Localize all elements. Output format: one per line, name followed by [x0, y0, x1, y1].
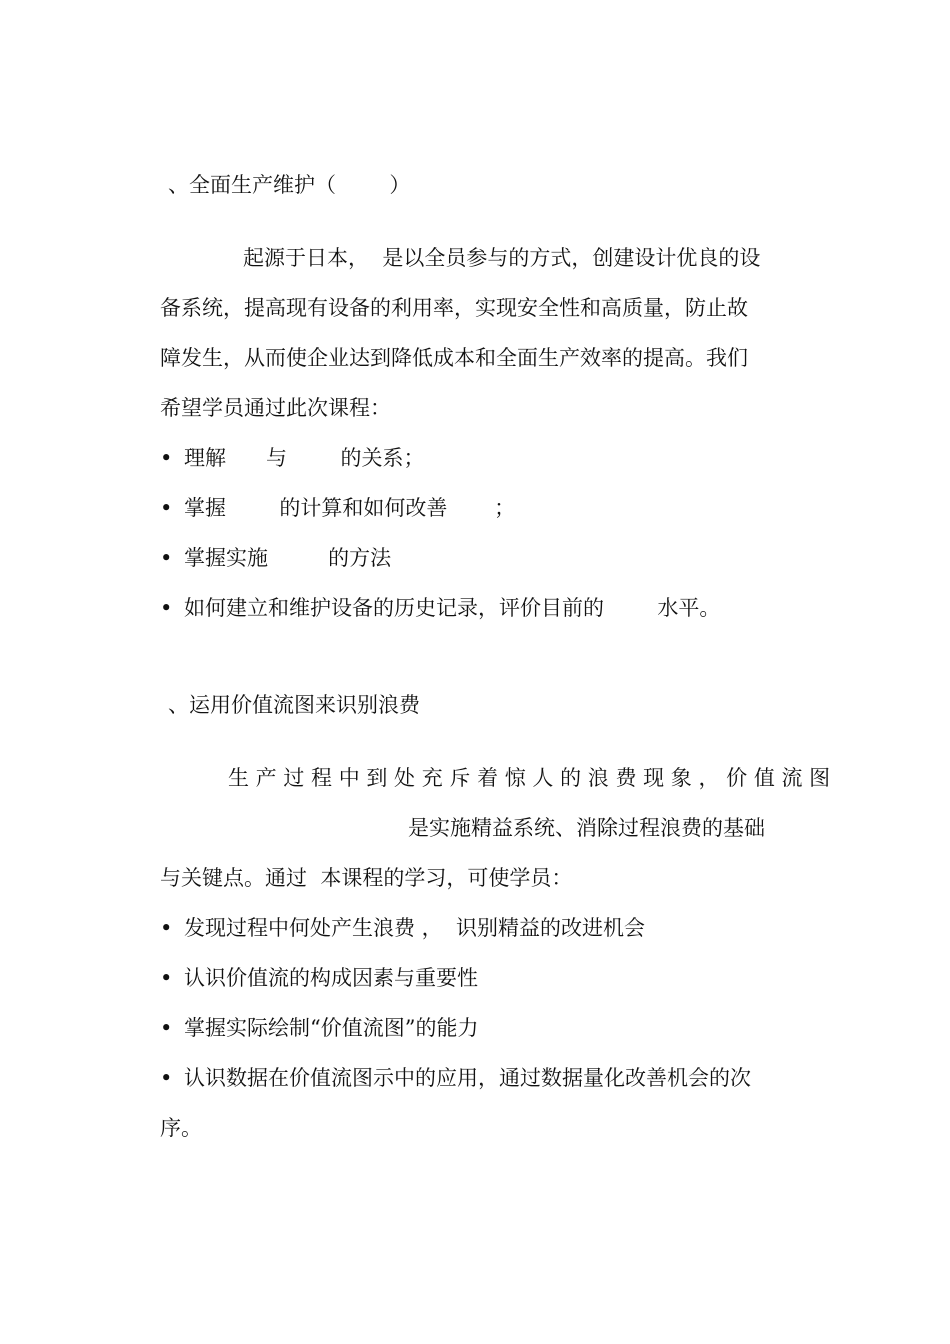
bullet-icon: • — [160, 446, 173, 470]
section2-bullet: 掌握实际绘制“价值流图”的能力 — [184, 1016, 479, 1040]
section2-heading: 、运用价值流图来识别浪费 — [168, 693, 420, 717]
bullet-icon: • — [160, 1016, 173, 1040]
bullet-icon: • — [160, 916, 173, 940]
section1-bullet: 如何建立和维护设备的历史记录，评价目前的 水平。 — [184, 596, 721, 620]
bullet-icon: • — [160, 546, 173, 570]
section2-bullet-continuation: 序。 — [160, 1116, 202, 1140]
section2-bullet: 认识数据在价值流图示中的应用，通过数据量化改善机会的次 — [184, 1066, 751, 1090]
bullet-icon: • — [160, 596, 173, 620]
section2-intro-line: 是实施精益系统、消除过程浪费的基础 — [408, 816, 765, 840]
section1-intro-line: 障发生，从而使企业达到降低成本和全面生产效率的提高。我们 — [160, 346, 748, 370]
section2-bullet: 认识价值流的构成因素与重要性 — [184, 966, 478, 990]
bullet-icon: • — [160, 966, 173, 990]
section1-bullet: 掌握实施 的方法 — [184, 546, 392, 570]
section1-bullet: 掌握 的计算和如何改善 ； — [184, 496, 516, 520]
section1-heading: 、全面生产维护（ ） — [168, 173, 411, 197]
section1-bullet: 理解 与 的关系； — [184, 446, 425, 470]
bullet-icon: • — [160, 1066, 173, 1090]
section1-intro-line: 起源于日本， 是以全员参与的方式，创建设计优良的设 — [243, 246, 761, 270]
section2-intro-line: 生 产 过 程 中 到 处 充 斥 着 惊 人 的 浪 费 现 象 ， 价 值 流 图 — [228, 766, 831, 790]
section2-intro-line: 与关键点。通过 本课程的学习，可使学员： — [160, 866, 573, 890]
section1-intro-line: 希望学员通过此次课程： — [160, 396, 391, 420]
section2-bullet: 发现过程中何处产生浪费 ， 识别精益的改进机会 — [184, 916, 646, 940]
bullet-icon: • — [160, 496, 173, 520]
section1-intro-line: 备系统，提高现有设备的利用率，实现安全性和高质量，防止故 — [160, 296, 748, 320]
